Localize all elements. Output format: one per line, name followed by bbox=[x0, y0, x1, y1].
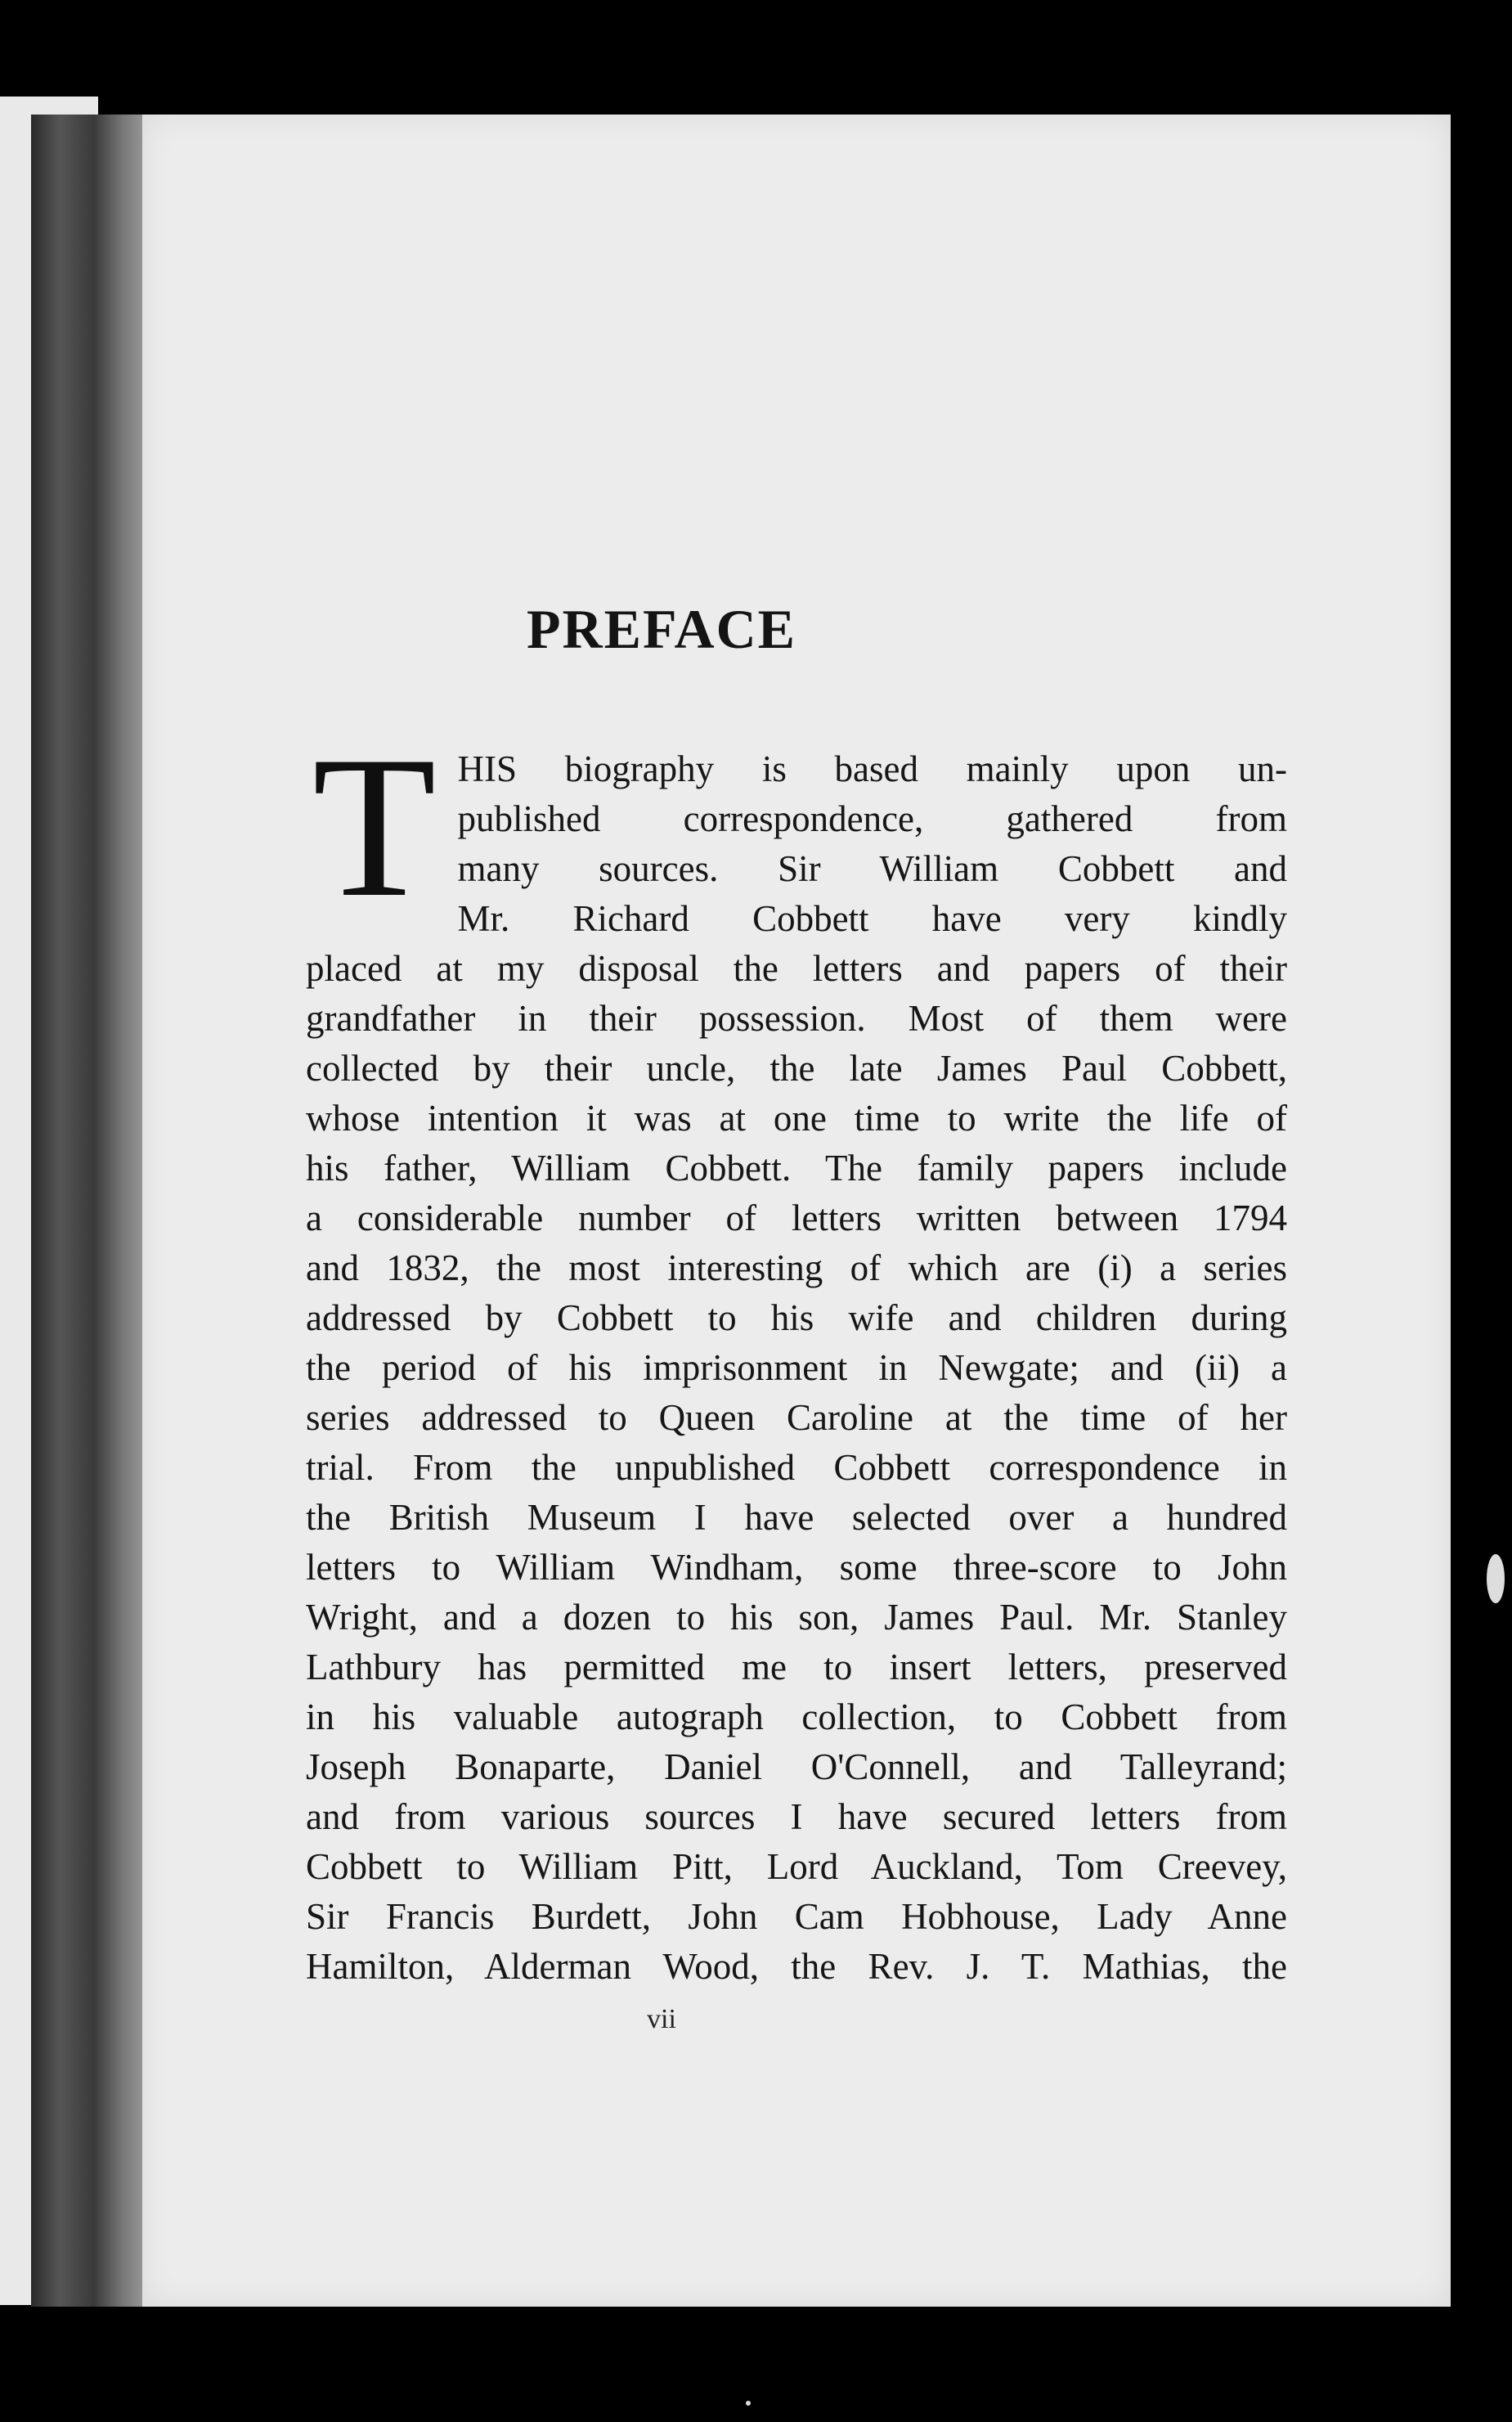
text-line: his father, William Cobbett. The family papers include bbox=[306, 1148, 1287, 1189]
text-line: Sir Francis Burdett, John Cam Hobhouse, Lady Anne bbox=[306, 1896, 1287, 1937]
text-line: collected by their uncle, the late James Paul Cobbett, bbox=[306, 1048, 1287, 1089]
text-line: HIS biography is based mainly upon un- bbox=[457, 748, 1287, 789]
scan-speck bbox=[1487, 1554, 1505, 1603]
preface-text bbox=[306, 714, 1287, 1992]
text-line: placed at my disposal the letters and papers of their bbox=[306, 948, 1287, 989]
text-line: and from various sources I have secured letters from bbox=[306, 1796, 1287, 1837]
text-line: Hamilton, Alderman Wood, the Rev. J. T. Mathias, the bbox=[306, 1946, 1287, 1987]
scan-speck bbox=[746, 2401, 751, 2406]
text-line: letters to William Windham, some three-score to John bbox=[306, 1547, 1287, 1588]
book-page bbox=[142, 115, 1451, 2307]
text-line: Mr. Richard Cobbett have very kindly bbox=[457, 898, 1287, 939]
text-line: the period of his imprisonment in Newgate; and (ii) a bbox=[306, 1347, 1287, 1388]
text-line: Lathbury has permitted me to insert letters, preserved bbox=[306, 1647, 1287, 1687]
text-line: and 1832, the most interesting of which are (i) a series bbox=[306, 1247, 1287, 1288]
page-number: vii bbox=[647, 2004, 676, 2034]
text-line: a considerable number of letters written between 1794 bbox=[306, 1198, 1287, 1238]
book-gutter bbox=[31, 115, 146, 2307]
text-line: in his valuable autograph collection, to Cobbett from bbox=[306, 1696, 1287, 1737]
text-line: trial. From the unpublished Cobbett correspondence in bbox=[306, 1447, 1287, 1488]
text-line: many sources. Sir William Cobbett and bbox=[457, 848, 1287, 889]
text-line: addressed by Cobbett to his wife and children during bbox=[306, 1297, 1287, 1338]
text-line: series addressed to Queen Caroline at the time of her bbox=[306, 1397, 1287, 1438]
text-line: Cobbett to William Pitt, Lord Auckland, Tom Creevey, bbox=[306, 1846, 1287, 1887]
text-line: Wright, and a dozen to his son, James Paul. Mr. Stanley bbox=[306, 1597, 1287, 1638]
text-line: Joseph Bonaparte, Daniel O'Connell, and Talleyrand; bbox=[306, 1746, 1287, 1787]
page-title: PREFACE bbox=[526, 598, 797, 660]
text-line: whose intention it was at one time to write the life of bbox=[306, 1098, 1287, 1139]
text-line: published correspondence, gathered from bbox=[457, 798, 1287, 839]
text-line: the British Museum I have selected over a hundred bbox=[306, 1497, 1287, 1538]
drop-cap: T bbox=[312, 714, 437, 939]
text-line: grandfather in their possession. Most of them were bbox=[306, 998, 1287, 1039]
